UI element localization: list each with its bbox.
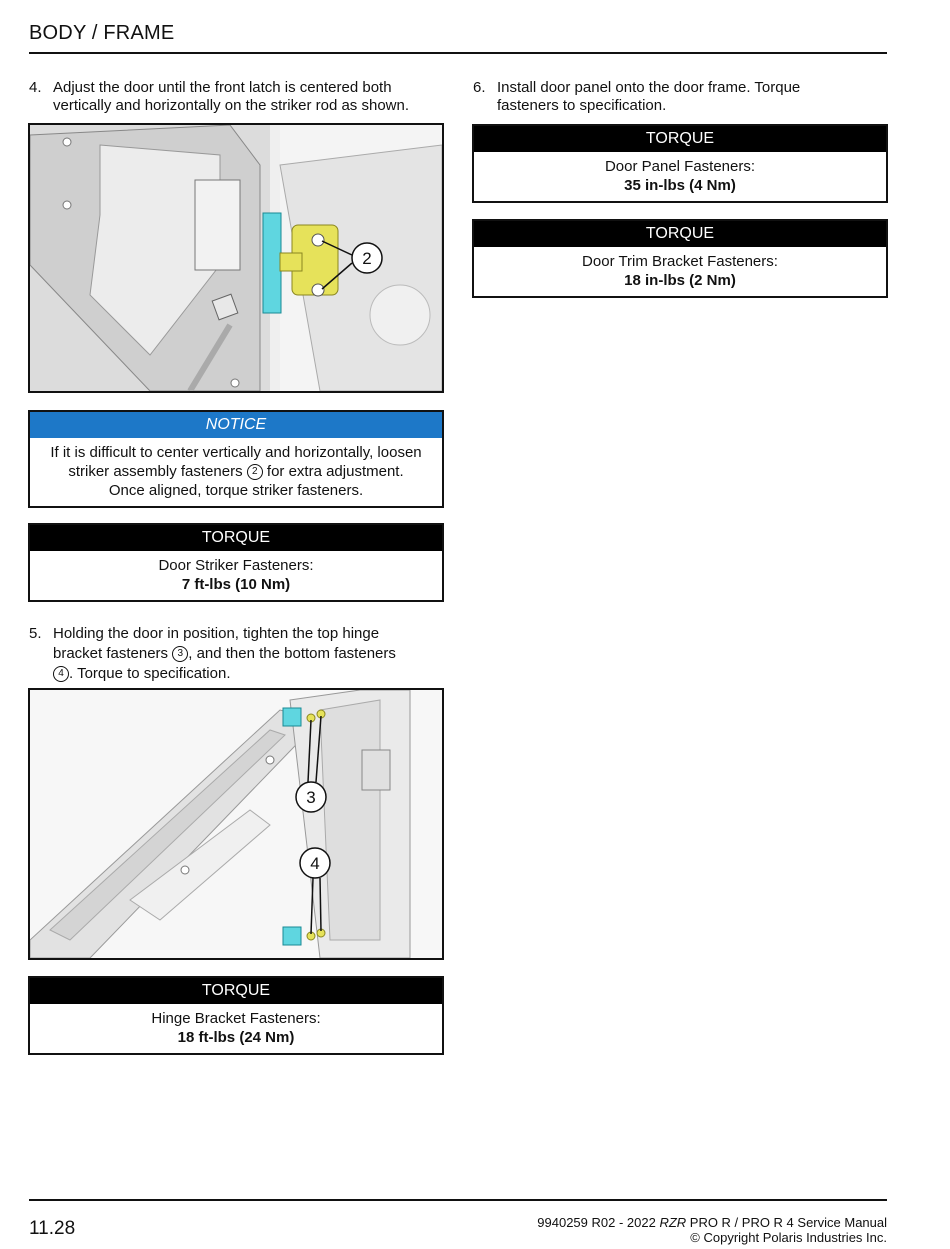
step-text: , and then the bottom fasteners <box>188 645 396 662</box>
manual-text: PRO R / PRO R 4 Service Manual <box>686 1215 887 1230</box>
footer-info <box>537 1215 887 1245</box>
torque-label: Hinge Bracket Fasteners: <box>151 1010 321 1027</box>
torque-box-panel <box>472 124 888 203</box>
torque-box-hinge <box>28 976 444 1055</box>
step-6 <box>473 79 893 115</box>
notice-line <box>34 462 438 481</box>
torque-label: Door Panel Fasteners: <box>604 158 756 175</box>
torque-value: 7 ft-lbs (10 Nm) <box>181 576 291 593</box>
torque-box-striker <box>28 523 444 602</box>
step-text: bracket fasteners <box>53 645 173 662</box>
notice-line: Once aligned, torque striker fasteners. <box>108 482 364 499</box>
striker-illustration <box>30 125 442 391</box>
page-header <box>29 22 887 54</box>
notice-body <box>30 438 442 506</box>
step-line: Install door panel onto the door frame. Torque <box>497 79 801 96</box>
step-text: . Torque to specification. <box>69 665 231 682</box>
step-line: Holding the door in position, tighten the top hinge <box>53 625 380 642</box>
section-title: BODY / FRAME <box>29 22 175 44</box>
torque-heading: TORQUE <box>474 221 886 247</box>
step-line: fasteners to specification. <box>497 97 667 114</box>
callout-3: 3 <box>306 788 316 807</box>
step-number: 4. <box>29 79 42 96</box>
step-4 <box>29 79 449 115</box>
page-number: 11.28 <box>29 1218 76 1239</box>
torque-label: Door Striker Fasteners: <box>158 557 314 574</box>
torque-heading: TORQUE <box>30 525 442 551</box>
torque-value: 35 in-lbs (4 Nm) <box>624 177 736 194</box>
copyright: © Copyright Polaris Industries Inc. <box>690 1230 887 1245</box>
notice-heading: NOTICE <box>30 412 442 438</box>
torque-heading: TORQUE <box>474 126 886 152</box>
callout-2-ref: 2 <box>247 464 263 480</box>
torque-box-trim <box>472 219 888 298</box>
manual-model: RZR <box>659 1215 687 1230</box>
manual-title <box>537 1215 887 1230</box>
step-line <box>53 644 449 664</box>
callout-2: 2 <box>362 249 372 268</box>
notice-text: for extra adjustment. <box>262 463 404 480</box>
callout-4: 4 <box>310 854 320 873</box>
torque-value: 18 ft-lbs (24 Nm) <box>177 1029 295 1046</box>
notice-box <box>28 410 444 508</box>
step-5 <box>29 624 449 684</box>
step-number: 5. <box>29 625 42 642</box>
torque-value: 18 in-lbs (2 Nm) <box>624 272 736 289</box>
callout-4-ref: 4 <box>53 666 69 682</box>
notice-line: If it is difficult to center vertically and horizontally, loosen <box>50 444 422 461</box>
step-line: vertically and horizontally on the striker rod as shown. <box>53 97 410 114</box>
notice-text: striker assembly fasteners <box>68 463 247 480</box>
callout-3-ref: 3 <box>172 646 188 662</box>
step-number: 6. <box>473 79 486 96</box>
torque-heading: TORQUE <box>30 978 442 1004</box>
manual-text: 9940259 R02 - 2022 <box>537 1215 660 1230</box>
footer-divider <box>29 1199 887 1201</box>
step-line: Adjust the door until the front latch is centered both <box>53 79 392 96</box>
hinge-figure <box>28 688 444 960</box>
step-line <box>53 664 449 684</box>
hinge-illustration <box>30 690 442 958</box>
striker-figure <box>28 123 444 393</box>
torque-label: Door Trim Bracket Fasteners: <box>582 253 778 270</box>
